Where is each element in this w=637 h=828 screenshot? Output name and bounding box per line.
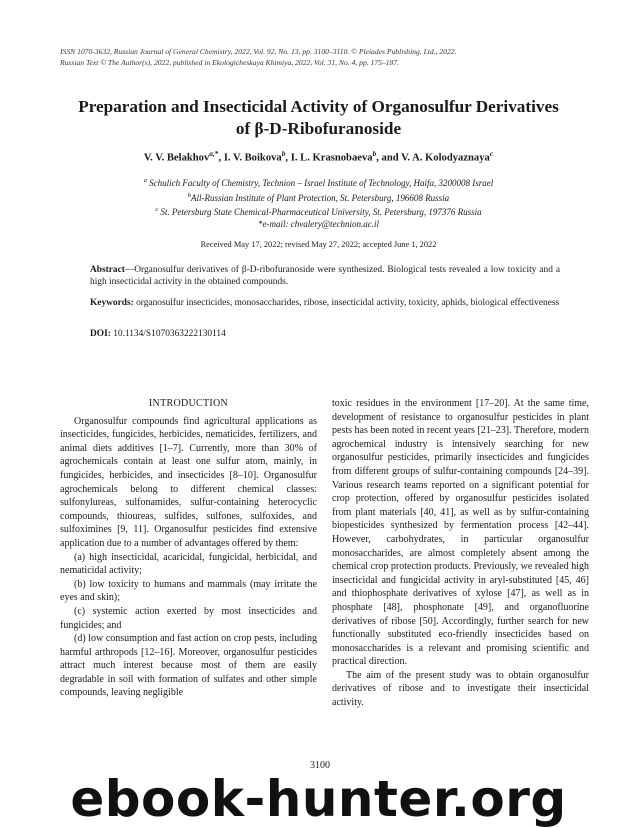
intro-paragraph-2: toxic residues in the environment [17–20]. At the same time, development of resistance to organosulfur pesticides in plant pests has been noted in recent years [21–23]. Therefore, modern agrochemical industry is intensively searching for new organosulfur pesticides, primarily insecticides and fungicides from different groups of sulfur-containing compounds [24–39]. Various research teams reported on a significant potential for crop protection, offered by organosulfur pesticides isolated from plant materials [40, 41], as well as by sulfur-containing biopesticides synthesized by fermentation process [42–44]. However, carbohydrates, in particular organosulfur monosaccharides, are almost completely absent among the chemical crop protection products. Previously, we revealed high insecticidal and fungicidal activity in aryl-substituted [45, 46] and thiophosphate derivatives of xylose [47], as well as in phosphate [48], phosphonate [49], and organofluorine derivatives of ribose [50]. Accordingly, further search for new functionally substituted eco-friendly insecticides based on monosaccharides is a relevant and promising scientific and practical direction. <box>332 398 589 668</box>
page-number: 3100 <box>310 760 330 771</box>
author-1-affil: a, <box>209 149 215 158</box>
author-3-affil: b <box>372 149 377 158</box>
journal-header <box>60 46 580 68</box>
author-2: I. V. Boikova <box>223 152 282 164</box>
journal-header-line2: Russian Text © The Author(s), 2022, published in Ekologicheskaya Khimiya, 2022, Vol. 31, No. 4, pp. 175–187. <box>60 58 400 67</box>
right-column <box>332 397 589 710</box>
abstract-label: Abstract <box>90 265 125 275</box>
doi <box>90 328 560 340</box>
list-item-b: (b) low toxicity to humans and mammals (may irritate the eyes and skin); <box>60 578 317 604</box>
abstract-text: —Organosulfur derivatives of β-D-ribofuranoside were synthesized. Biological tests revealed a low toxicity and a high insecticidal activity in the obtained compounds. <box>90 265 560 287</box>
affiliations <box>40 175 597 230</box>
list-item-a: (a) high insecticidal, acaricidal, fungicidal, herbicidal, and nematicidal activity; <box>60 551 317 577</box>
article-title-line2: of β-D-Ribofuranoside <box>235 119 402 138</box>
received-dates: Received May 17, 2022; revised May 27, 2022; accepted June 1, 2022 <box>200 240 437 249</box>
article-title-line1: Preparation and Insecticidal Activity of Organosulfur Derivatives <box>78 97 559 116</box>
section-heading-introduction: INTRODUCTION <box>148 398 229 409</box>
keywords <box>90 297 560 309</box>
doi-label: DOI: <box>90 329 111 339</box>
keywords-label: Keywords: <box>90 298 134 308</box>
affiliation-b: $^b$All-Russian Institute of Plant Protection, St. Petersburg, 196608 Russia <box>187 191 450 203</box>
list-item-d: (d) low consumption and fast action on crop pests, including harmful arthropods [12–16]. Moreover, organosulfur pesticides attract much interest because most of them are easily degradable in soil with formation of sulfates and other simple compounds, leaving negligible <box>60 633 317 699</box>
affiliation-c: $^c$ St. Petersburg State Chemical-Pharmaceutical University, St. Petersburg, 197376 Russia <box>155 206 482 217</box>
intro-paragraph-1: Organosulfur compounds find agricultural applications as insecticides, fungicides, herbicides, nematicides, fertilizers, and animal diets additives [1–7]. Currently, more than 30% of agrochemicals contain at least one sulfur atom, mainly, in fungicides, herbicides, and insecticides [8–10]. Organosulfur agrochemicals belong to different chemical classes: sulfonylureas, sulfonamides, sulfur-containing heterocyclic compounds, thioureas, sulfides, sulfones, sulfoxides, and sulfoximines [9, 11]. Organosulfur pesticides find extensive application due to a number of advantages offered by them: <box>60 415 317 549</box>
article-title <box>40 96 597 140</box>
abstract <box>90 264 560 288</box>
left-column <box>60 397 317 700</box>
contact-email: *e-mail: chvalery@technion.ac.il <box>258 218 379 229</box>
keywords-text: organosulfur insecticides, monosaccharides, ribose, insecticidal activity, toxicity, aphids, biological effectiveness <box>133 298 560 308</box>
author-list: V. V. Belakhov$^{a,*}$, I. V. Boikova$^b$, I. L. Krasnobaeva$^b$, and V. A. Kolodyaznaya$^c$ <box>143 149 494 164</box>
author-2-affil: b <box>281 149 286 158</box>
author-4-affil: c <box>489 149 494 158</box>
affiliation-a: $^a$ Schulich Faculty of Chemistry, Technion – Israel Institute of Technology, Haifa, 3200008 Israel <box>143 177 494 188</box>
author-1: V. V. Belakhov <box>143 152 210 164</box>
aim-paragraph: The aim of the present study was to obtain organosulfur derivatives of ribose and to investigate their insecticidal activity. <box>332 669 589 709</box>
author-4: V. A. Kolodyaznaya <box>401 152 490 164</box>
author-1-star: * <box>214 149 219 158</box>
author-3: I. L. Krasnobaeva <box>290 152 373 164</box>
doi-link[interactable]: 10.1134/S1070363222130114 <box>110 329 226 339</box>
author-and: and <box>381 152 399 164</box>
watermark: ebook-hunter.org <box>70 770 567 828</box>
journal-header-line1: ISSN 1070-3632, Russian Journal of General Chemistry, 2022, Vol. 92, No. 13, pp. 3100–3110. © Pleiades Publishing, Ltd., 2022. <box>60 47 457 56</box>
list-item-c: (c) systemic action exerted by most insecticides and fungicides; and <box>60 605 317 631</box>
